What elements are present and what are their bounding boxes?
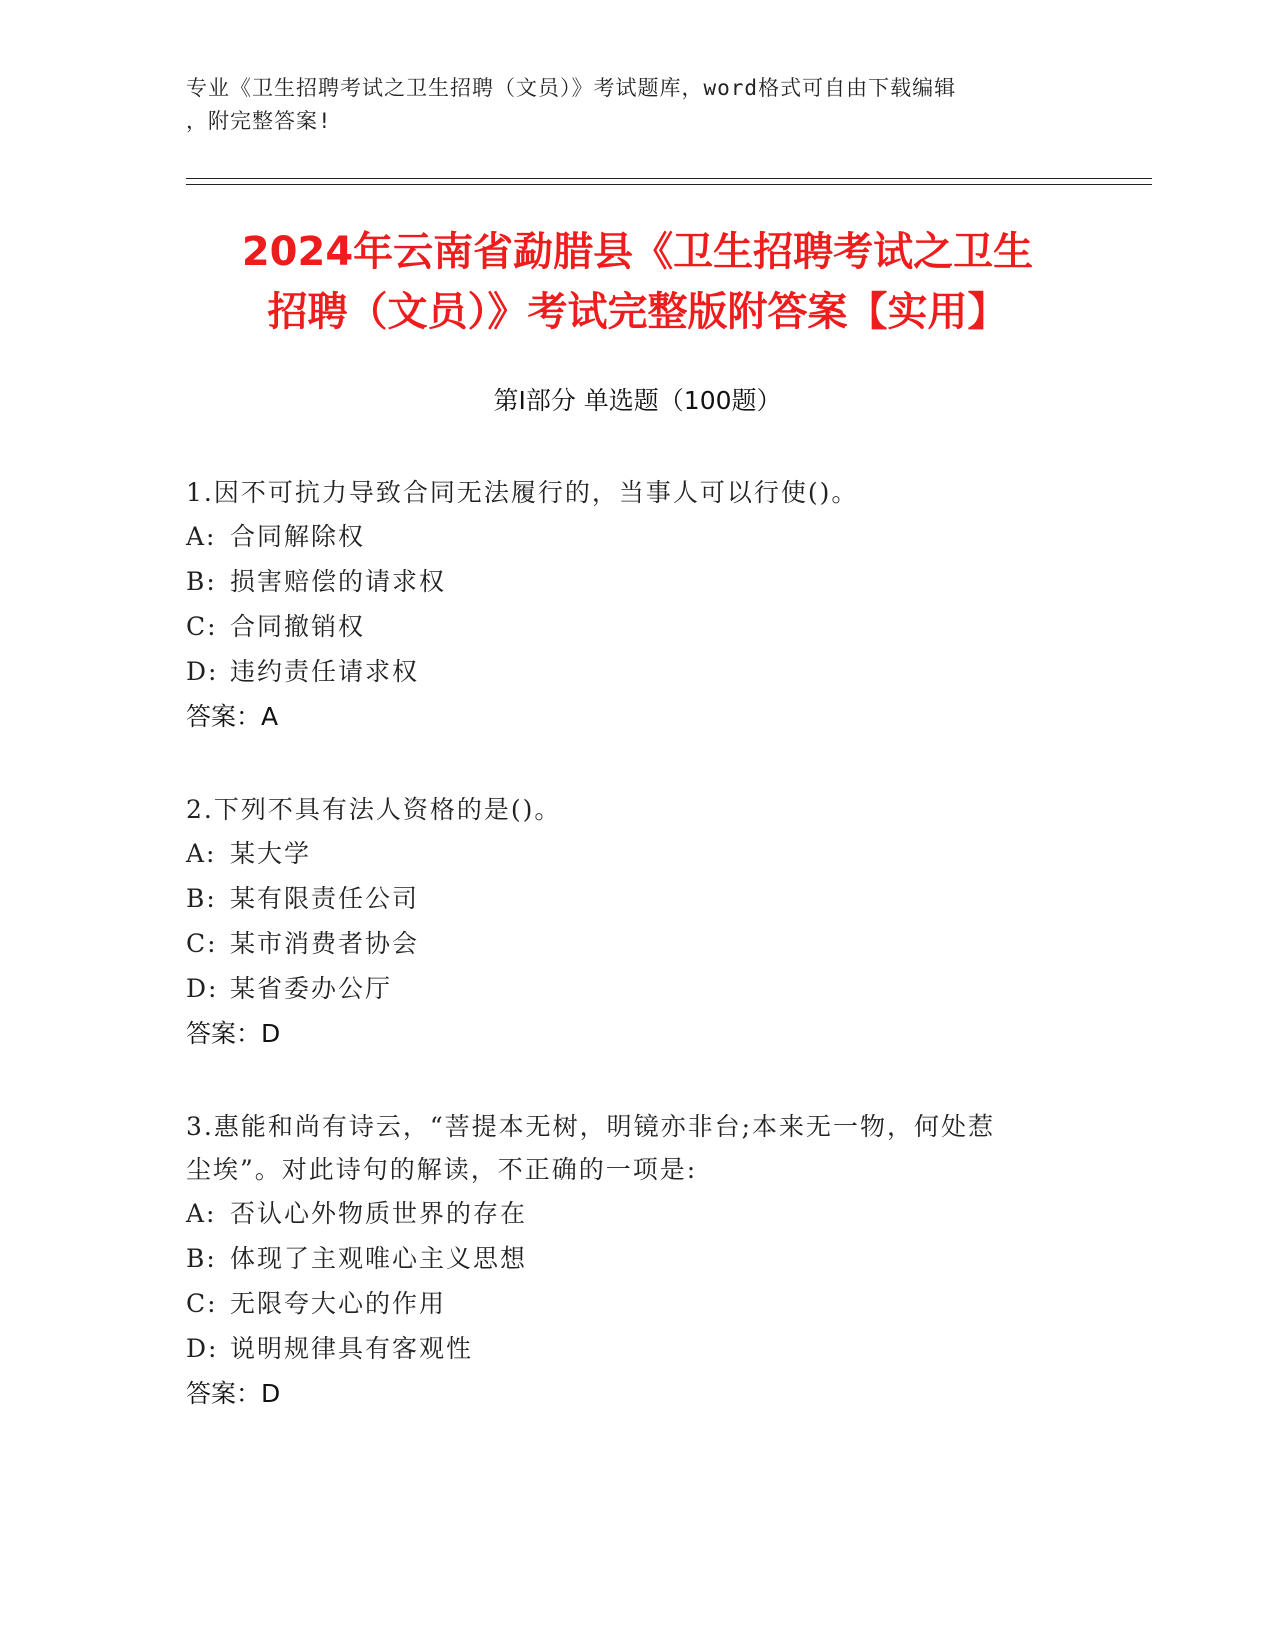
answer-value: A [261, 702, 279, 731]
header-note-line: 专业《卫生招聘考试之卫生招聘（文员）》考试题库，word格式可自由下载编辑 [186, 76, 957, 100]
option-a [186, 831, 1086, 876]
option-key: B: [186, 567, 217, 596]
question-stem: 2.下列不具有法人资格的是()。 [186, 795, 562, 824]
option-key: D: [186, 657, 219, 686]
option-text: 说明规律具有客观性 [230, 1334, 474, 1363]
option-d [186, 966, 1086, 1011]
option-b [186, 1236, 1086, 1281]
question-stem: 尘埃”。对此诗句的解读，不正确的一项是: [186, 1155, 698, 1184]
section-heading: 第Ⅰ部分 单选题（100题） [493, 386, 782, 415]
answer-value: D [261, 1019, 281, 1048]
answer-label: 答案： [186, 702, 262, 731]
header-note-line: ，附完整答案! [186, 109, 332, 133]
option-d [186, 1326, 1086, 1371]
option-text: 某有限责任公司 [230, 884, 420, 913]
option-text: 某大学 [230, 839, 312, 868]
answer-line [186, 1371, 1086, 1416]
option-a [186, 514, 1086, 559]
answer-value: D [261, 1379, 281, 1408]
option-text: 违约责任请求权 [230, 657, 420, 686]
option-text: 体现了主观唯心主义思想 [230, 1244, 528, 1273]
header-divider [186, 184, 1152, 185]
option-text: 某省委办公厅 [230, 974, 393, 1003]
option-text: 合同解除权 [230, 522, 366, 551]
option-text: 无限夸大心的作用 [230, 1289, 447, 1318]
option-key: C: [186, 929, 218, 958]
answer-label: 答案： [186, 1019, 262, 1048]
option-key: A: [186, 839, 217, 868]
option-b [186, 559, 1086, 604]
option-b [186, 876, 1086, 921]
header-note [186, 72, 1066, 138]
answer-label: 答案： [186, 1379, 262, 1408]
question-stem: 1.因不可抗力导致合同无法履行的，当事人可以行使()。 [186, 478, 859, 507]
option-text: 某市消费者协会 [230, 929, 420, 958]
option-d [186, 649, 1086, 694]
option-key: C: [186, 1289, 218, 1318]
option-text: 合同撤销权 [230, 612, 366, 641]
question-2 [186, 788, 1086, 1056]
option-c [186, 1281, 1086, 1326]
question-stem: 3.惠能和尚有诗云，“菩提本无树，明镜亦非台;本来无一物，何处惹 [186, 1112, 996, 1141]
document-title [186, 222, 1089, 342]
option-c [186, 921, 1086, 966]
option-key: D: [186, 974, 219, 1003]
answer-line [186, 694, 1086, 739]
answer-line [186, 1011, 1086, 1056]
option-c [186, 604, 1086, 649]
option-a [186, 1191, 1086, 1236]
option-key: C: [186, 612, 218, 641]
document-title-line: 2024年云南省勐腊县《卫生招聘考试之卫生 [241, 229, 1034, 275]
option-key: D: [186, 1334, 219, 1363]
option-text: 否认心外物质世界的存在 [230, 1199, 528, 1228]
option-key: A: [186, 1199, 217, 1228]
option-text: 损害赔偿的请求权 [230, 567, 447, 596]
option-key: B: [186, 1244, 217, 1273]
option-key: A: [186, 522, 217, 551]
document-title-line: 招聘（文员）》考试完整版附答案【实用】 [267, 289, 1008, 335]
option-key: B: [186, 884, 217, 913]
header-divider [186, 178, 1152, 179]
question-3 [186, 1105, 1086, 1416]
question-1 [186, 471, 1086, 739]
